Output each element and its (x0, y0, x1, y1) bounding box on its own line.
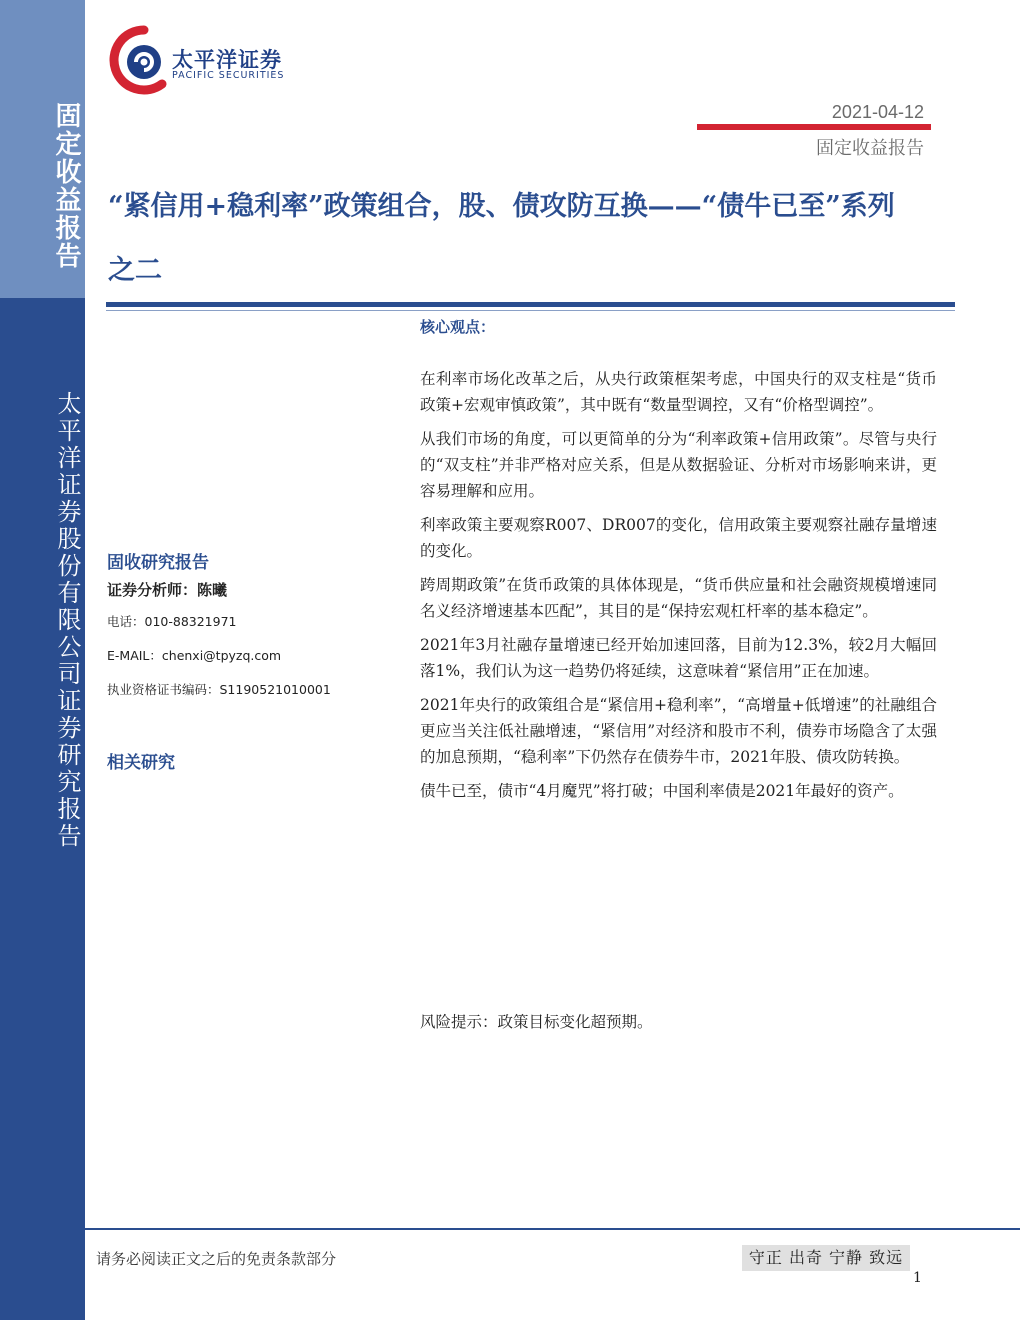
core-paragraph: 利率政策主要观察R007、DR007的变化，信用政策主要观察社融存量增速的变化。 (420, 516, 937, 560)
core-paragraph: 在利率市场化改革之后，从央行政策框架考虑，中国央行的双支柱是“货币政策+宏观审慎政策”，其中既有“数量型调控，又有“价格型调控”。 (420, 370, 937, 414)
title-divider-thin (106, 310, 955, 311)
analyst-license: 执业资格证书编码：S1190521010001 (107, 682, 331, 697)
analyst-email: E-MAIL：chenxi@tpyzq.com (107, 648, 282, 663)
sidebar (0, 0, 85, 1320)
sidebar-report-label: 固定收益报告 (51, 102, 81, 270)
report-type-label: 固定收益报告 (816, 138, 924, 159)
research-report-heading: 固收研究报告 (107, 553, 209, 573)
core-views-body (420, 366, 937, 812)
header-accent-bar (697, 124, 931, 130)
related-research-heading: 相关研究 (107, 753, 175, 773)
core-paragraph: 债牛已至，债市“4月魔咒”将打破；中国利率债是2021年最好的资产。 (420, 782, 904, 800)
footer-divider (85, 1228, 1020, 1230)
title-divider (106, 302, 955, 307)
core-paragraph: 2021年3月社融存量增速已经开始加速回落，目前为12.3%，较2月大幅回落1%，我们认为这一趋势仍将延续，这意味着“紧信用”正在加速。 (420, 636, 937, 680)
footer-disclaimer: 请务必阅读正文之后的免责条款部分 (96, 1250, 337, 1268)
footer-motto: 守正 出奇 宁静 致远 (742, 1245, 910, 1271)
page-number: 1 (913, 1270, 922, 1286)
analyst-name: 证券分析师：陈曦 (107, 581, 228, 599)
core-views-heading: 核心观点： (420, 318, 496, 336)
logo-english-name: PACIFIC SECURITIES (172, 70, 285, 81)
analyst-phone: 电话：010-88321971 (107, 614, 237, 629)
analyst-info (107, 548, 407, 714)
risk-notice: 风险提示：政策目标变化超预期。 (420, 1013, 653, 1031)
core-paragraph: 2021年央行的政策组合是“紧信用+稳利率”，“高增量+低增速”的社融组合更应当关注低社融增速，“紧信用”对经济和股市不利，债券市场隐含了太强的加息预期，“稳利率”下仍然存在债券牛市，2021年股、债攻防转换。 (420, 696, 937, 766)
logo-chinese-name: 太平洋证券 (172, 48, 282, 72)
sidebar-company-label: 太平洋证券股份有限公司证券研究报告 (53, 390, 81, 850)
core-paragraph: 从我们市场的角度，可以更简单的分为“利率政策+信用政策”。尽管与央行的“双支柱”并非严格对应关系，但是从数据验证、分析对市场影响来讲，更容易理解和应用。 (420, 430, 937, 500)
report-title: “紧信用+稳利率”政策组合，股、债攻防互换——“债牛已至”系列之二 (108, 191, 895, 286)
core-paragraph: 跨周期政策”在货币政策的具体体现是，“货币供应量和社会融资规模增速同名义经济增速基本匹配”，其目的是“保持宏观杠杆率的基本稳定”。 (420, 576, 937, 620)
report-date: 2021-04-12 (831, 102, 924, 122)
